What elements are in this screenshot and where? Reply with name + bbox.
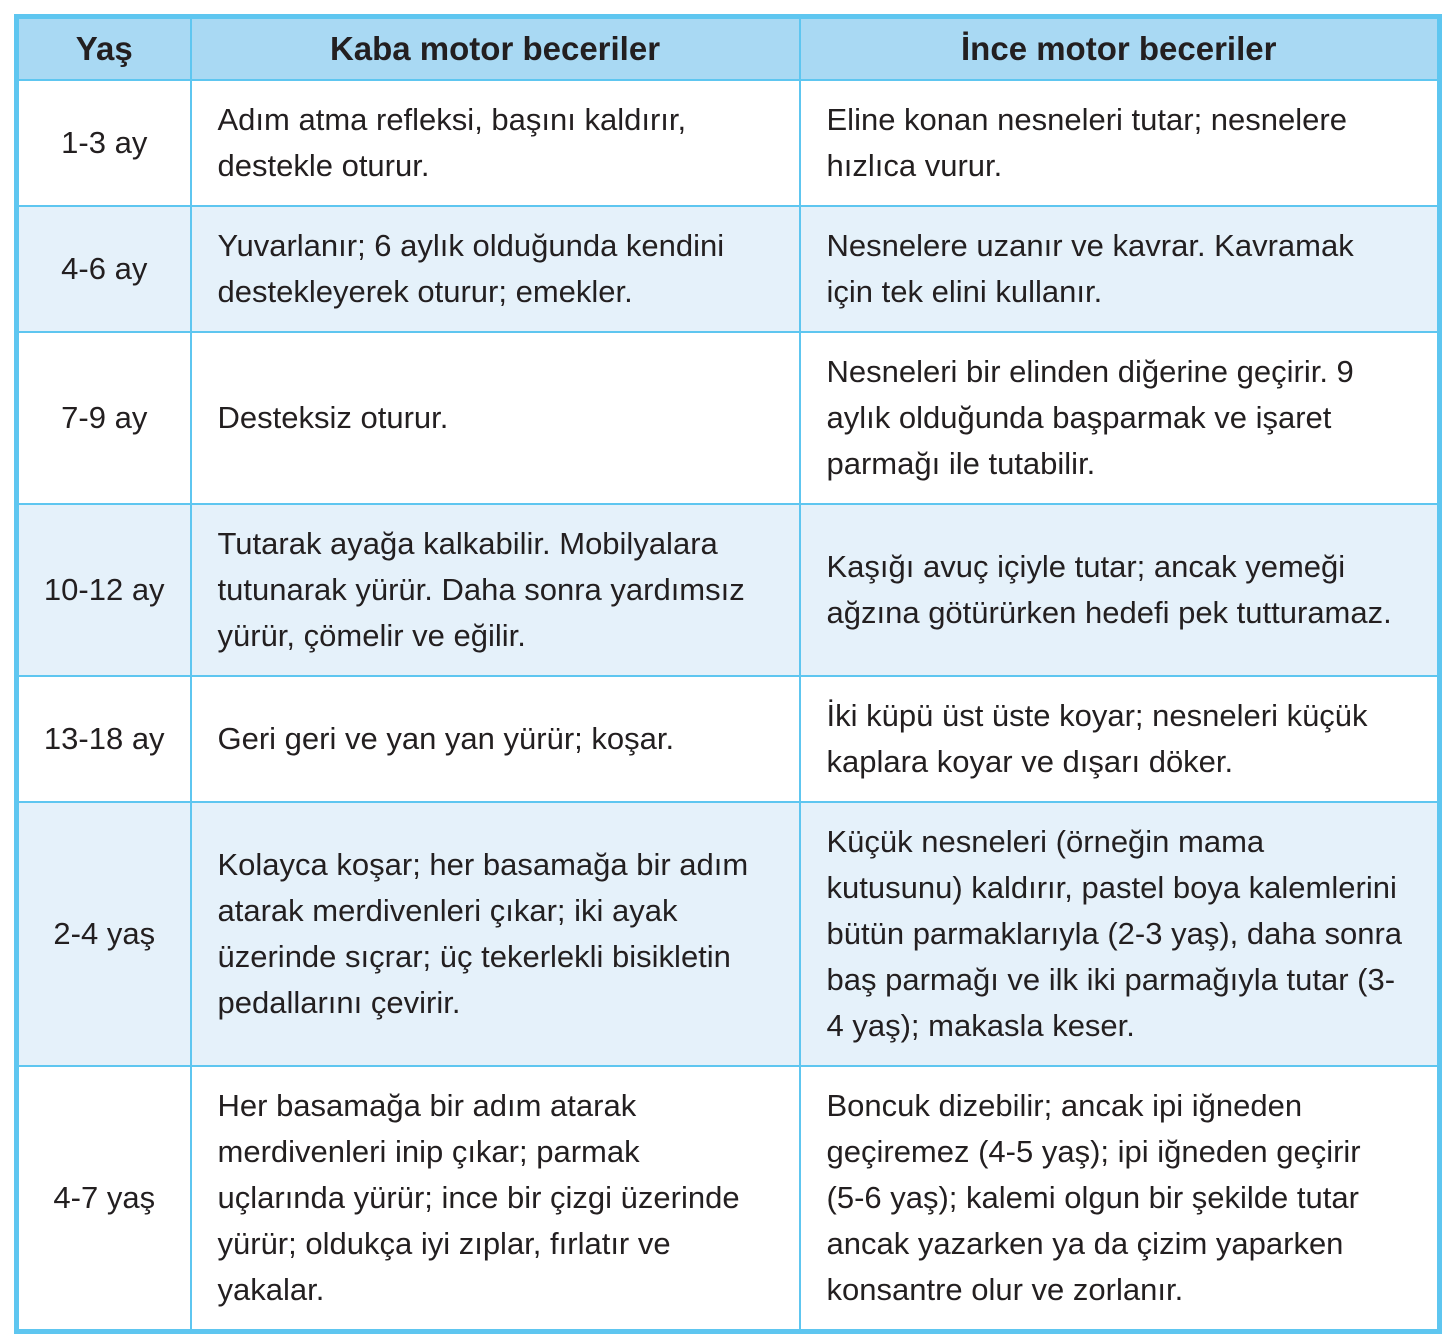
age-cell: 2-4 yaş [17, 802, 191, 1066]
age-cell: 1-3 ay [17, 80, 191, 206]
age-cell: 4-7 yaş [17, 1066, 191, 1332]
table-row [17, 1066, 1440, 1332]
age-cell: 7-9 ay [17, 332, 191, 504]
motor-skills-table-container [14, 14, 1437, 1334]
motor-skills-table [14, 14, 1442, 1334]
gross-motor-cell: Desteksiz oturur. [191, 332, 800, 504]
gross-motor-cell: Kolayca koşar; her basamağa bir adım atarak merdivenleri çıkar; iki ayak üzerinde sıçrar; üç tekerlekli bisikletin pedallarını çevirir. [191, 802, 800, 1066]
fine-motor-cell: Küçük nesneleri (örneğin mama kutusunu) kaldırır, pastel boya kalemlerini bütün parmaklarıyla (2-3 yaş), daha sonra baş parmağı ve ilk iki parmağıyla tutar (3-4 yaş); makasla keser. [800, 802, 1440, 1066]
age-cell: 13-18 ay [17, 676, 191, 802]
fine-motor-cell: Kaşığı avuç içiyle tutar; ancak yemeği ağzına götürürken hedefi pek tutturamaz. [800, 504, 1440, 676]
header-fine-motor: İnce motor beceriler [800, 17, 1440, 81]
fine-motor-cell: Boncuk dizebilir; ancak ipi iğneden geçiremez (4-5 yaş); ipi iğneden geçirir (5-6 yaş); kalemi olgun bir şekilde tutar ancak yazarken ya da çizim yaparken konsantre olur ve zorlanır. [800, 1066, 1440, 1332]
age-cell: 10-12 ay [17, 504, 191, 676]
fine-motor-cell: Nesnelere uzanır ve kavrar. Kavramak için tek elini kullanır. [800, 206, 1440, 332]
fine-motor-cell: İki küpü üst üste koyar; nesneleri küçük kaplara koyar ve dışarı döker. [800, 676, 1440, 802]
table-header-row [17, 17, 1440, 81]
age-cell: 4-6 ay [17, 206, 191, 332]
table-row [17, 80, 1440, 206]
fine-motor-cell: Nesneleri bir elinden diğerine geçirir. 9 aylık olduğunda başparmak ve işaret parmağı ile tutabilir. [800, 332, 1440, 504]
gross-motor-cell: Adım atma refleksi, başını kaldırır, destekle oturur. [191, 80, 800, 206]
gross-motor-cell: Tutarak ayağa kalkabilir. Mobilyalara tutunarak yürür. Daha sonra yardımsız yürür, çömelir ve eğilir. [191, 504, 800, 676]
table-row [17, 332, 1440, 504]
gross-motor-cell: Geri geri ve yan yan yürür; koşar. [191, 676, 800, 802]
header-age: Yaş [17, 17, 191, 81]
header-gross-motor: Kaba motor beceriler [191, 17, 800, 81]
gross-motor-cell: Yuvarlanır; 6 aylık olduğunda kendini destekleyerek oturur; emekler. [191, 206, 800, 332]
gross-motor-cell: Her basamağa bir adım atarak merdivenleri inip çıkar; parmak uçlarında yürür; ince bir çizgi üzerinde yürür; oldukça iyi zıplar, fırlatır ve yakalar. [191, 1066, 800, 1332]
table-row [17, 504, 1440, 676]
table-row [17, 802, 1440, 1066]
fine-motor-cell: Eline konan nesneleri tutar; nesnelere hızlıca vurur. [800, 80, 1440, 206]
table-row [17, 676, 1440, 802]
table-row [17, 206, 1440, 332]
